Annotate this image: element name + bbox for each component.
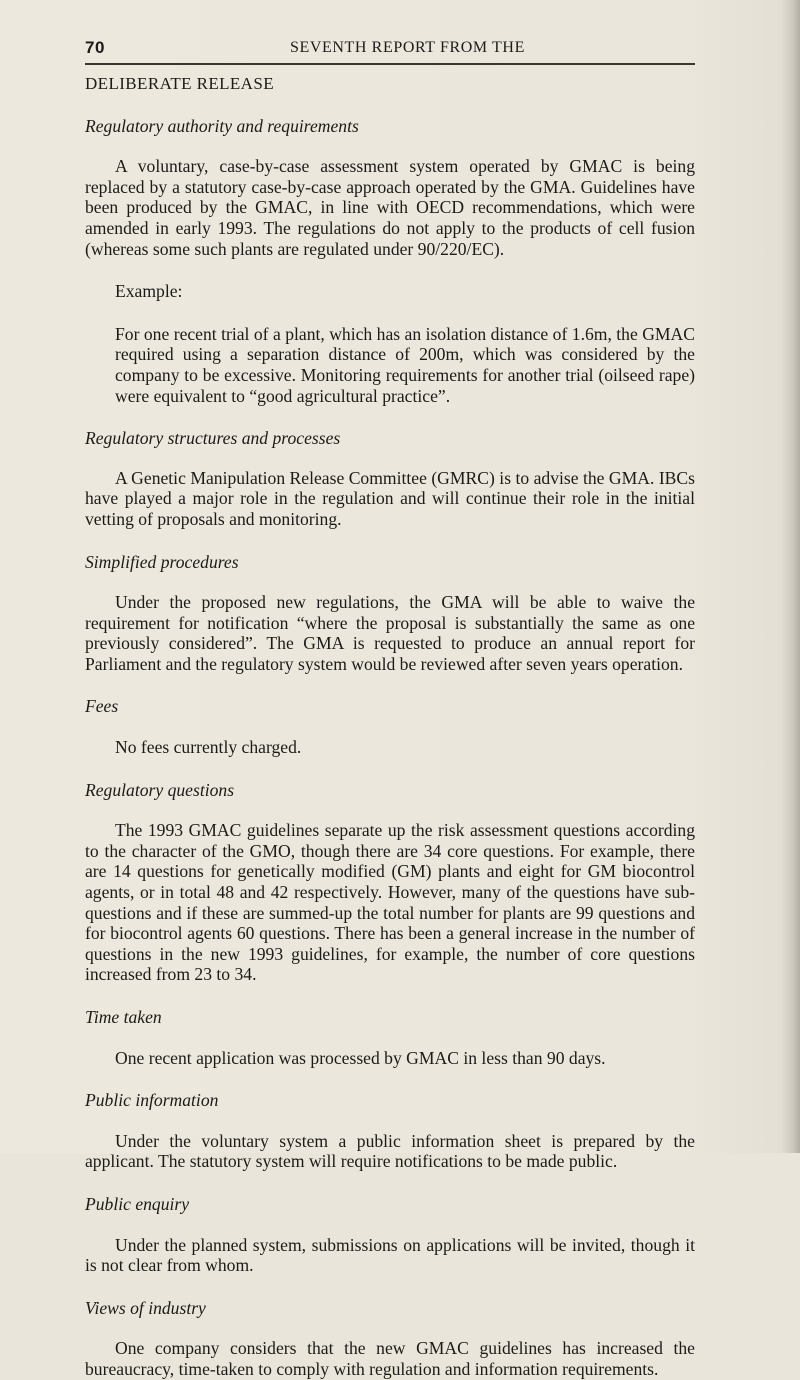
heading-public-enquiry: Public enquiry xyxy=(85,1193,190,1214)
paragraph-fees: No fees currently charged. xyxy=(115,737,302,758)
paragraph-regulatory-authority: A voluntary, case-by-case assessment system operated by GMAC is being replaced by a statutory case-by-case approach operated by the GMA. Guidelines have been produced by the GMAC, in line with OECD recommendations, which were amended in early 1993. The regulations do not apply to the products of cell fusion (whereas some such plants are regulated under 90/220/EC). xyxy=(85,156,695,259)
example-block xyxy=(115,324,695,406)
heading-regulatory-structures: Regulatory structures and processes xyxy=(85,428,341,449)
paragraph-regulatory-structures: A Genetic Manipulation Release Committee (GMRC) is to advise the GMA. IBCs have played a major role in the regulation and will continue their role in the initial vetting of proposals and monitoring. xyxy=(85,467,695,529)
paragraph-public-enquiry: Under the planned system, submissions on applications will be invited, though it is not clear from whom. xyxy=(85,1234,695,1276)
page-edge-shadow xyxy=(782,0,800,1153)
page-header xyxy=(85,38,695,62)
document-body xyxy=(85,74,695,1380)
paragraph-simplified-procedures: Under the proposed new regulations, the GMA will be able to waive the requirement for notification “where the proposal is substantially the same as one previously considered”. The GMA is requested to produce an annual report for Parliament and the regulatory system would be reviewed after seven years operation. xyxy=(85,592,695,674)
paragraph-example: For one recent trial of a plant, which has an isolation distance of 1.6m, the GMAC required using a separation distance of 200m, which was considered by the company to be excessive. Monitoring requirements for another trial (oilseed rape) were equivalent to “good agricultural practice”. xyxy=(115,323,695,406)
section-title: DELIBERATE RELEASE xyxy=(85,74,274,93)
heading-fees: Fees xyxy=(85,696,119,717)
heading-views-of-industry: Views of industry xyxy=(85,1297,206,1318)
heading-time-taken: Time taken xyxy=(85,1007,162,1027)
paragraph-public-information: Under the voluntary system a public information sheet is prepared by the applicant. The statutory system will require notifications to be made public. xyxy=(85,1130,695,1172)
paragraph-time-taken: One recent application was processed by GMAC in less than 90 days. xyxy=(115,1047,606,1068)
header-rule xyxy=(85,63,695,65)
heading-regulatory-questions: Regulatory questions xyxy=(85,779,235,800)
example-label: Example: xyxy=(115,281,183,302)
paragraph-views-of-industry: One company considers that the new GMAC guidelines has increased the bureaucracy, time-taken to comply with regulation and information requirements. xyxy=(85,1338,695,1379)
paragraph-regulatory-questions: The 1993 GMAC guidelines separate up the risk assessment questions according to the character of the GMO, though there are 34 core questions. For example, there are 14 questions for genetically modified (GM) plants and eight for GM biocontrol agents, or in total 48 and 42 respectively. However, many of the questions have sub-questions and if these are summed-up the total number for plants are 99 questions and for biocontrol agents 60 questions. There has been a general increase in the number of questions in the new 1993 guidelines, for example, the number of core questions increased from 23 to 34. xyxy=(85,820,695,985)
heading-simplified-procedures: Simplified procedures xyxy=(85,551,239,572)
heading-public-information: Public information xyxy=(85,1090,219,1111)
heading-regulatory-authority: Regulatory authority and requirements xyxy=(85,115,359,136)
running-head: SEVENTH REPORT FROM THE xyxy=(290,39,525,56)
page-number: 70 xyxy=(85,38,105,57)
